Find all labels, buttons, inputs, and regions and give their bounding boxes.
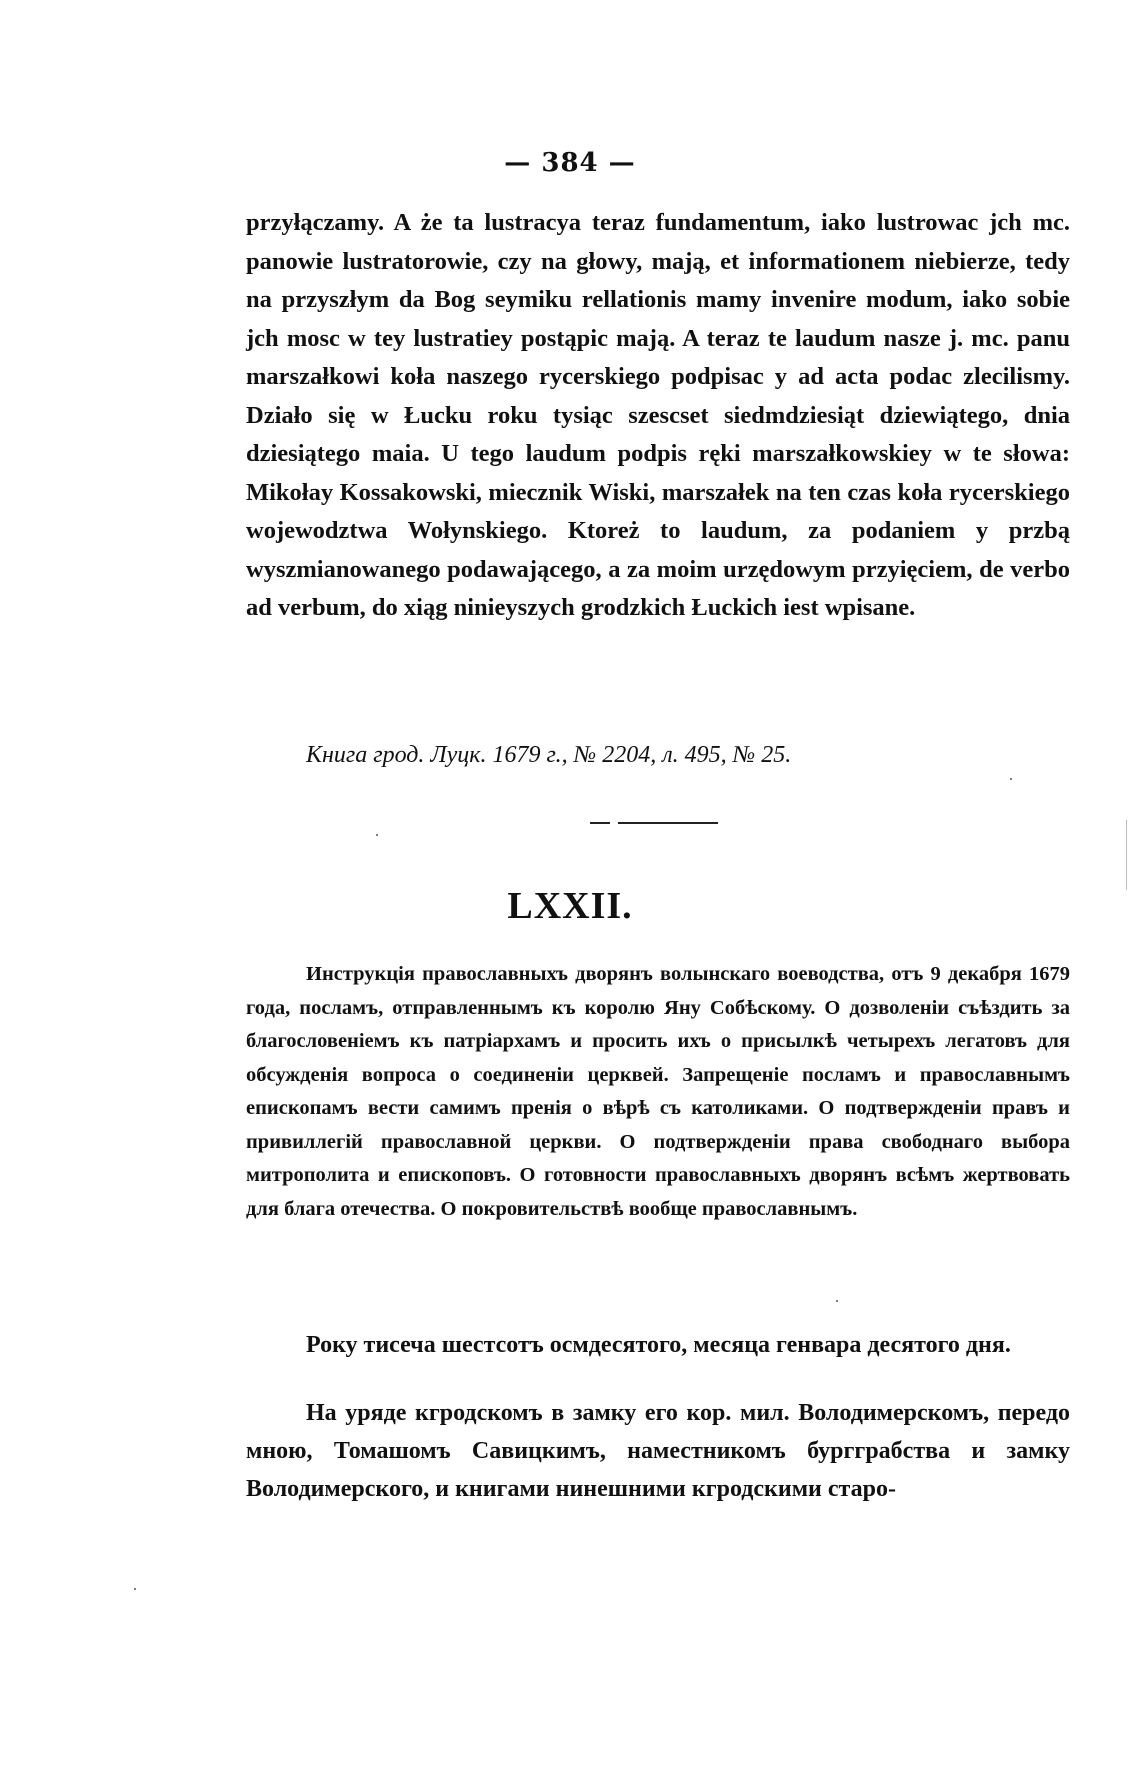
document-body xyxy=(246,1326,1070,1538)
scan-speck xyxy=(836,1300,838,1302)
body-paragraph-date: Року тисеча шестсотъ осмдесятого, месяца генвара десятого дня. xyxy=(306,1332,1011,1358)
document-number-heading: LXXII. xyxy=(507,885,633,927)
document-summary xyxy=(246,958,1070,1226)
summary-paragraph: Инструкція православныхъ дворянъ волынскаго воеводства, отъ 9 декабря 1679 года, посламъ, отправленнымъ къ королю Яну Собѣскому. О дозволеніи съѣздить за благословеніемъ къ патріархамъ и просить ихъ о присылкѣ четырехъ легатовъ для обсужденія вопроса о соединеніи церквей. Запрещеніе посламъ и православнымъ епископамъ вести самимъ пренія о вѣрѣ съ католиками. О подтвержденіи правъ и привиллегій православной церкви. О подтвержденіи права свободнаго выбора митрополита и епископовъ. О готовности православныхъ дворянъ всѣмъ жертвовать для блага отечества. О покровительствѣ вообще православнымъ. xyxy=(246,963,1070,1220)
archival-source-reference: Книга грод. Луцк. 1679 г., № 2204, л. 495, № 25. xyxy=(306,742,792,768)
polish-laudum-text xyxy=(246,204,1070,628)
scan-edge-line xyxy=(1126,820,1127,890)
scan-speck xyxy=(134,1588,136,1590)
page-number: — 384 — xyxy=(504,148,636,178)
body-paragraph-office: На уряде кгродскомъ в замку его кор. мил. Володимерскомъ, передо мною, Томашомъ Савицкимъ, наместникомъ бургграбства и замку Володимерского, и книгами нинешними кгродскими старо- xyxy=(246,1400,1070,1502)
separator-rule-long xyxy=(618,822,718,824)
scan-speck xyxy=(376,834,378,836)
polish-paragraph: przyłączamy. A że ta lustracya teraz fundamentum, iako lustrowac jch mc. panowie lustratorowie, czy na głowy, mają, et informationem niebierze, tedy na przyszłym da Bog seymiku rellationis mamy invenire modum, iako sobie jch mosc w tey lustratiey postąpic mają. A teraz te laudum nasze j. mc. panu marszałkowi koła naszego rycerskiego podpisac y ad acta podac zlecilismy. Działo się w Łucku roku tysiąc szescset siedmdziesiąt dziewiątego, dnia dziesiątego maia. U tego laudum podpis ręki marszałkowskiey w te słowa: Mikołay Kossakowski, miecznik Wiski, marszałek na ten czas koła rycerskiego wojewodztwa Wołynskiego. Ktoreż to laudum, za podaniem y przbą wyszmianowanego podawającego, a za moim urzędowym przyięciem, de verbo ad verbum, do xiąg niniеyszych grodzkich Łuckich iest wpisane. xyxy=(246,209,1070,621)
separator-rule-short xyxy=(590,822,610,824)
scan-speck xyxy=(1010,778,1012,780)
